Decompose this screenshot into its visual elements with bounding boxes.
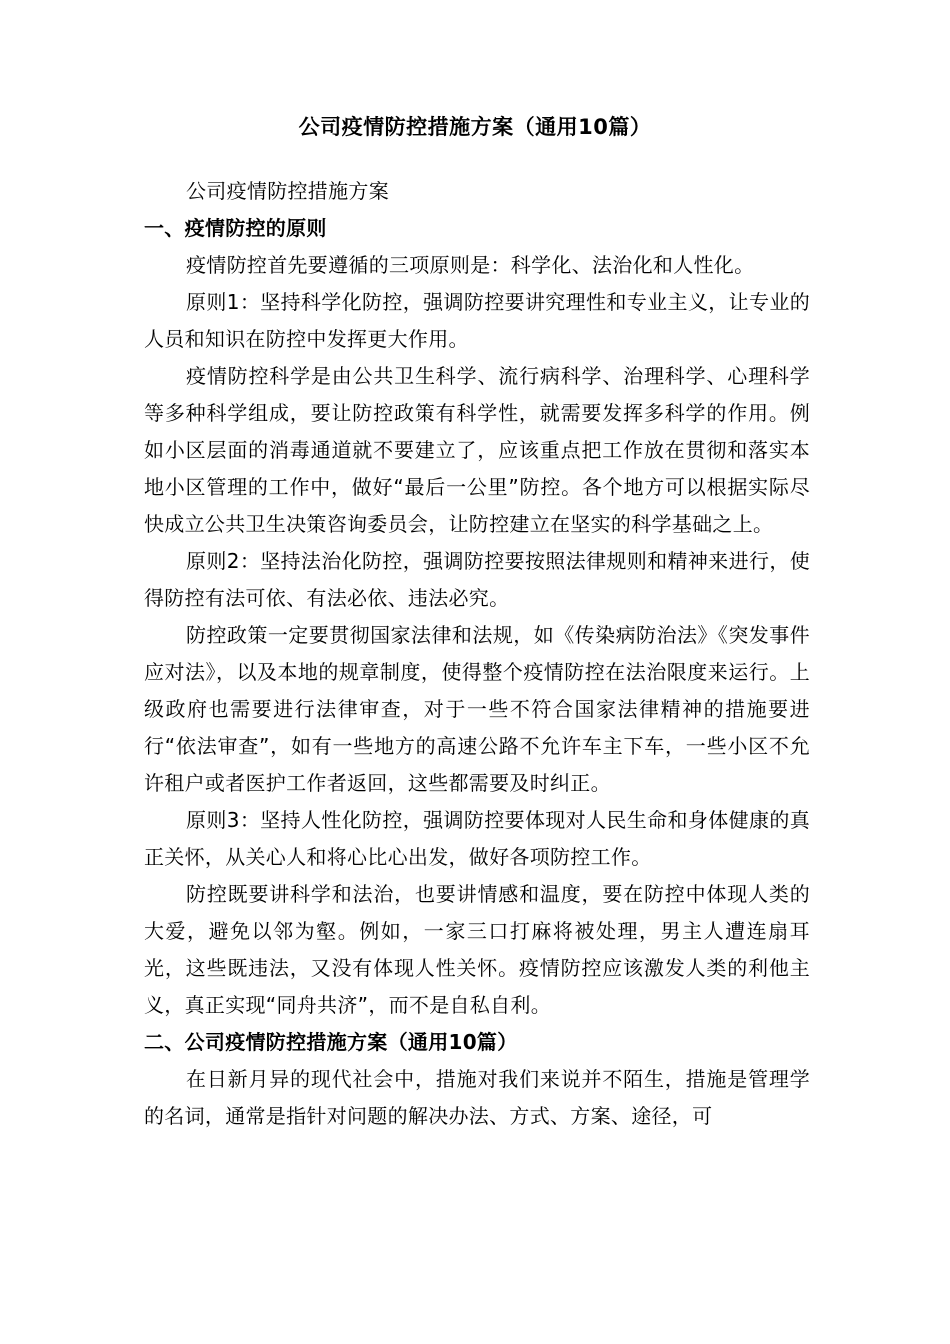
paragraph-law: 防控政策一定要贯彻国家法律和法规，如《传染病防治法》《突发事件应对法》，以及本地的规章制度，使得整个疫情防控在法治限度来运行。上级政府也需要进行法律审查，对于一些不符合国家法律精神的措施要进行“依法审查”，如有一些地方的高速公路不允许车主下车，一些小区不允许租户或者医护工作者返回，这些都需要及时纠正。 [144, 623, 810, 795]
paragraph-science: 疫情防控科学是由公共卫生科学、流行病科学、治理科学、心理科学等多种科学组成，要让防控政策有科学性，就需要发挥多科学的作用。例如小区层面的消毒通道就不要建立了，应该重点把工作放在贯彻和落实本地小区管理的工作中，做好“最后一公里”防控。各个地方可以根据实际尽快成立公共卫生决策咨询委员会，让防控建立在坚实的科学基础之上。 [144, 364, 810, 536]
section-heading-1: 一、疫情防控的原则 [144, 216, 327, 240]
paragraph-principles-intro: 疫情防控首先要遵循的三项原则是：科学化、法治化和人性化。 [186, 253, 755, 277]
subtitle-paragraph: 公司疫情防控措施方案 [186, 179, 389, 203]
paragraph-measures-intro: 在日新月异的现代社会中，措施对我们来说并不陌生，措施是管理学的名词，通常是指针对问题的解决办法、方式、方案、途径，可 [144, 1067, 810, 1128]
paragraph-principle-2: 原则2：坚持法治化防控，强调防控要按照法律规则和精神来进行，使得防控有法可依、有法必依、违法必究。 [144, 549, 810, 610]
paragraph-principle-3: 原则3：坚持人性化防控，强调防控要体现对人民生命和身体健康的真正关怀，从关心人和将心比心出发，做好各项防控工作。 [144, 808, 810, 869]
document-title: 公司疫情防控措施方案（通用10篇） [298, 115, 652, 139]
document-body [144, 173, 810, 1135]
paragraph-principle-1: 原则1：坚持科学化防控，强调防控要讲究理性和专业主义，让专业的人员和知识在防控中发挥更大作用。 [144, 290, 810, 351]
paragraph-humanity: 防控既要讲科学和法治，也要讲情感和温度，要在防控中体现人类的大爱，避免以邻为壑。例如，一家三口打麻将被处理，男主人遭连扇耳光，这些既违法，又没有体现人性关怀。疫情防控应该激发人类的利他主义，真正实现“同舟共济”，而不是自私自利。 [144, 882, 810, 1017]
section-heading-2: 二、公司疫情防控措施方案（通用10篇） [144, 1030, 518, 1054]
